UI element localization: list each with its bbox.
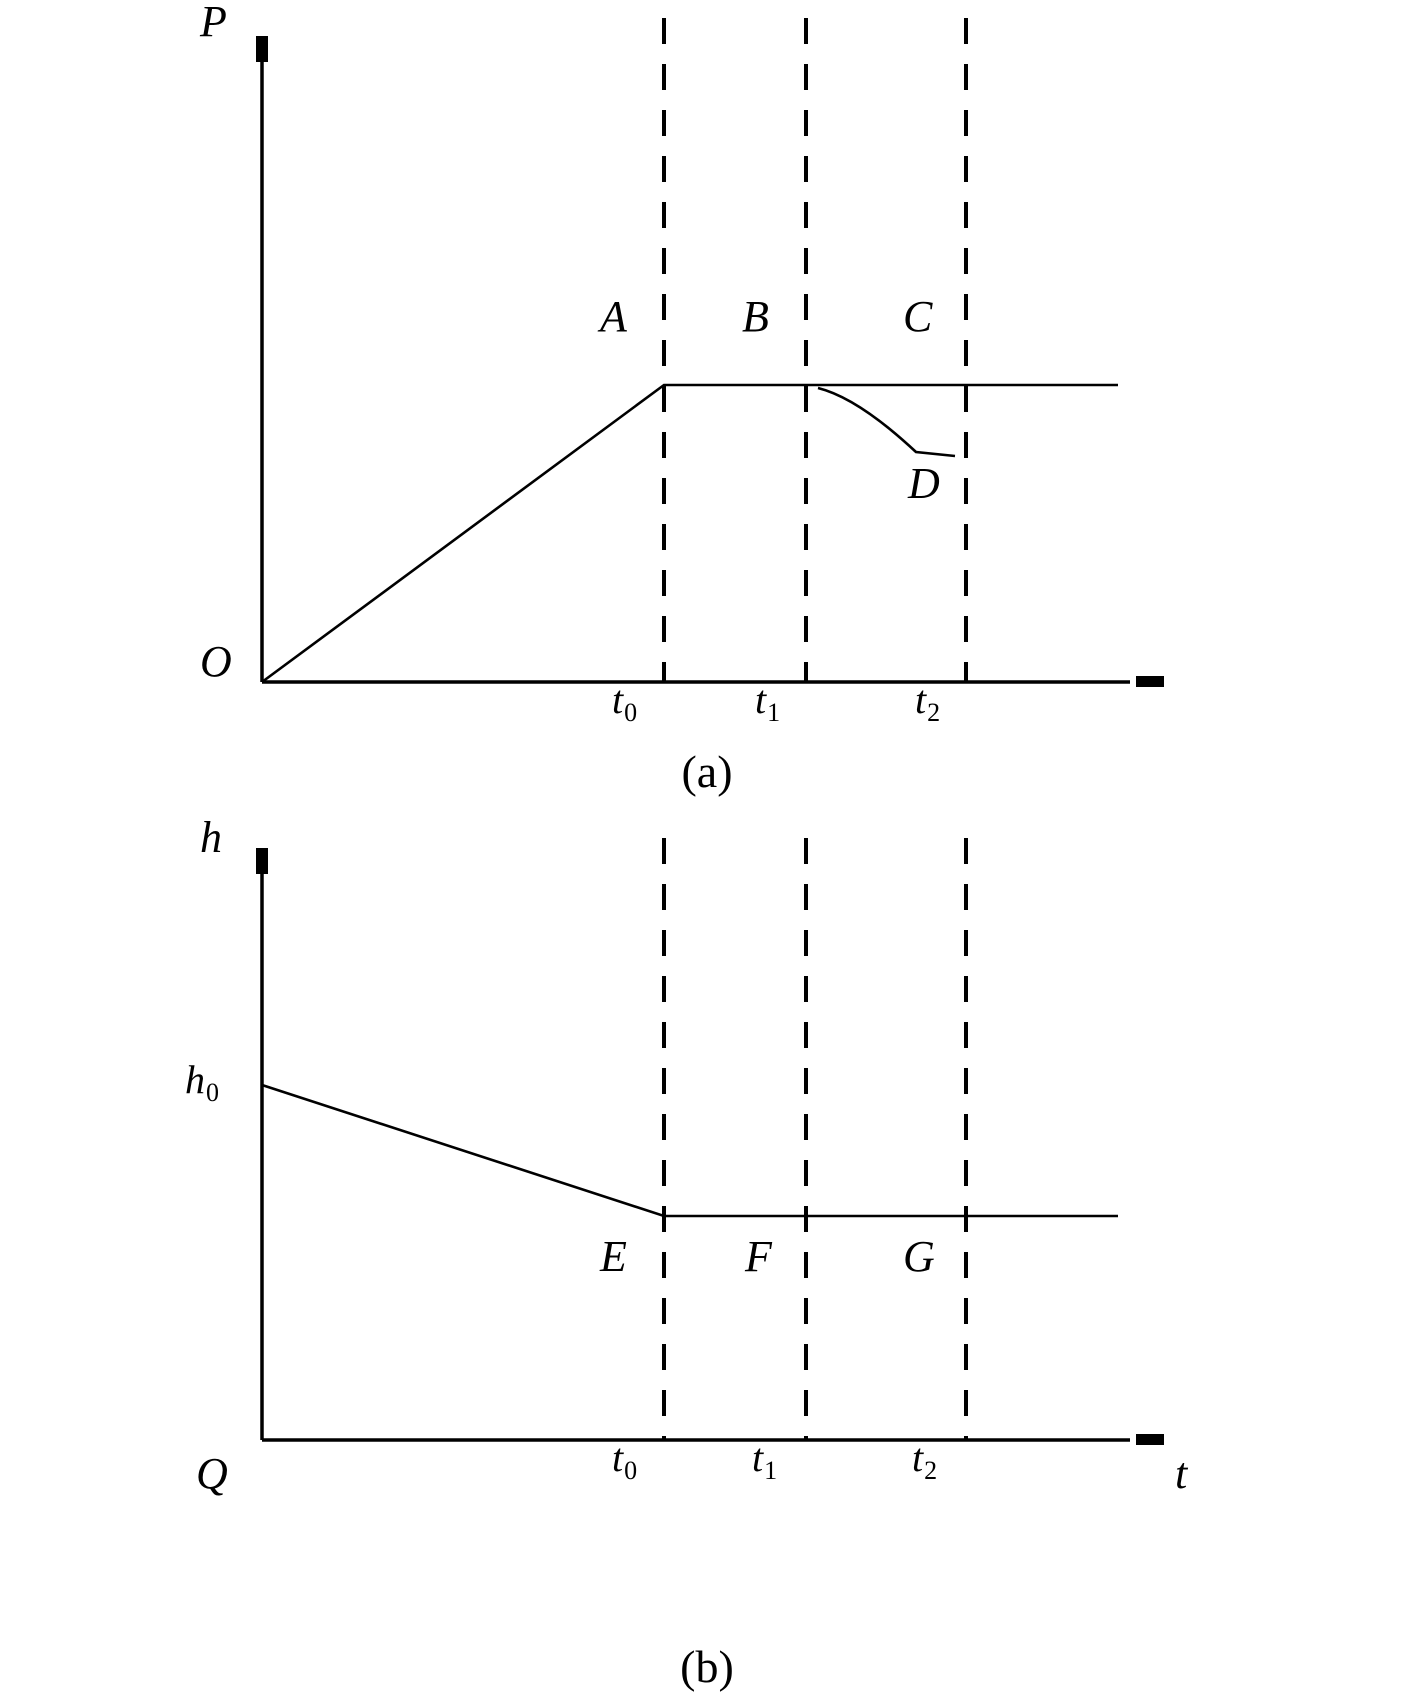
- xtick-t0-b-sub: 0: [624, 1456, 638, 1485]
- xtick-t0-b: [612, 1435, 638, 1485]
- point-label-c: C: [903, 292, 933, 341]
- xtick-t0-a-base: t: [612, 677, 624, 722]
- xtick-t0-a: [612, 677, 638, 727]
- xtick-t1-a-sub: 1: [767, 698, 781, 727]
- curve-h-main: [262, 1085, 1118, 1216]
- point-label-g: G: [903, 1232, 935, 1281]
- x-axis-arrow-b: [1136, 1434, 1164, 1445]
- curve-p-decay: [818, 388, 955, 456]
- figure-a: [0, 0, 1417, 800]
- origin-label-a: O: [200, 637, 232, 686]
- x-axis-label-b: t: [1175, 1449, 1188, 1498]
- ytick-h0-b: [185, 1057, 219, 1107]
- figure-b-plot: [0, 820, 1417, 1707]
- xtick-t1-b-base: t: [752, 1435, 764, 1480]
- xtick-t1-a: [755, 677, 781, 727]
- origin-label-b: Q: [196, 1449, 228, 1498]
- xtick-t1-b-sub: 1: [764, 1456, 778, 1485]
- point-label-f: F: [745, 1232, 772, 1281]
- point-label-e: E: [600, 1232, 627, 1281]
- y-axis-label-a: P: [200, 0, 227, 46]
- xtick-t2-a-sub: 2: [927, 698, 941, 727]
- xtick-t0-a-sub: 0: [624, 698, 638, 727]
- y-axis-arrow-a: [256, 36, 268, 62]
- y-axis-label-b: h: [200, 813, 222, 862]
- curve-p-main: [262, 385, 1118, 682]
- figure-a-caption: (a): [681, 746, 733, 797]
- x-axis-arrow-a: [1136, 676, 1164, 687]
- point-label-d: D: [908, 459, 940, 508]
- xtick-t2-b-sub: 2: [924, 1456, 938, 1485]
- xtick-t2-a: [915, 677, 941, 727]
- xtick-t1-a-base: t: [755, 677, 767, 722]
- xtick-t2-b: [912, 1435, 938, 1485]
- figure-b-caption: (b): [680, 1641, 734, 1692]
- y-axis-arrow-b: [256, 848, 268, 874]
- xtick-t1-b: [752, 1435, 778, 1485]
- point-label-b: B: [742, 292, 769, 341]
- xtick-t0-b-base: t: [612, 1435, 624, 1480]
- point-label-a: A: [600, 292, 627, 341]
- figure-b: [0, 813, 1417, 1707]
- ytick-h0-b-base: h: [185, 1057, 205, 1102]
- xtick-t2-a-base: t: [915, 677, 927, 722]
- ytick-h0-b-sub: 0: [206, 1078, 219, 1107]
- xtick-t2-b-base: t: [912, 1435, 924, 1480]
